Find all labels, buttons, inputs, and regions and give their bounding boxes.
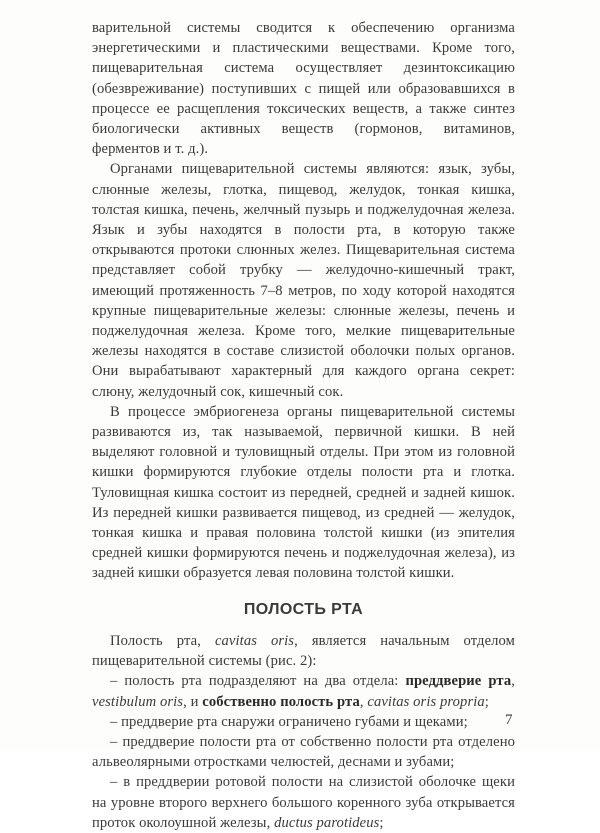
bold-term-proper-cavity: собственно полость рта <box>202 693 360 710</box>
list-item-text: , и <box>183 693 203 710</box>
oral-intro-text: Полость рта, <box>110 632 215 649</box>
list-item-text: – полость рта подразделяют на два отдела: <box>110 673 406 690</box>
list-item-divisions <box>92 671 515 711</box>
latin-term-ductus: ductus parotideus <box>274 814 380 831</box>
page-text <box>92 18 515 833</box>
page-number: 7 <box>505 712 513 728</box>
list-item-separation: – преддверие полости рта от собственно полости рта отделено альвеолярными отростками челюстей, деснами и зубами; <box>92 733 515 771</box>
list-item-text: ; <box>484 693 489 710</box>
oral-intro-text-end: , является начальным отделом пищеварительной системы (рис. 2): <box>92 632 515 670</box>
latin-term-cavitas-propria: cavitas oris propria <box>367 693 485 710</box>
intro-paragraph: варительной системы сводится к обеспечению организма энергетическими и пластическими веществами. Кроме того, пищеварительная система осуществляет дезинтоксикацию (обезвреживание) поступивших с пищей или образовавшихся в процессе ее расщепления токсических веществ, а также синтез биологически активных веществ (гормонов, витаминов, ферментов и т. д.). <box>92 20 515 158</box>
organs-paragraph: Органами пищеварительной системы являются: язык, зубы, слюнные железы, глотка, пищевод, желудок, тонкая кишка, толстая кишка, печень, желчный пузырь и поджелудочная железа. Язык и зубы находятся в полости рта, в которую также открываются протоки слюнных желез. Пищеварительная система представляет собой трубку — желудочно-кишечный тракт, имеющий протяженность 7–8 метров, по ходу которой находятся крупные пищеварительные железы: слюнные железы, печень и поджелудочная железа. Кроме того, мелкие пищеварительные железы находятся в составе слизистой оболочки полых органов. Они вырабатывают характерный для каждого органа секрет: слюну, желудочный сок, кишечный сок. <box>92 161 515 400</box>
bold-term-vestibule: преддверие рта <box>405 673 512 690</box>
latin-term: cavitas oris <box>214 632 295 649</box>
oral-cavity-intro <box>92 631 515 671</box>
list-item-text: ; <box>379 814 384 831</box>
section-heading: ПОЛОСТЬ РТА <box>243 600 364 618</box>
list-item-text: – в преддверии ротовой полости на слизистой оболочке щеки на уровне второго верхнего большого коренного зуба открывается проток околоушной железы, <box>92 774 515 831</box>
list-item-vestibule: – преддверие рта снаружи ограничено губами и щеками; <box>110 713 468 730</box>
embryogenesis-paragraph: В процессе эмбриогенеза органы пищеварительной системы развиваются из, так называемой, первичной кишки. В ней выделяют головной и туловищный отделы. При этом из головной кишки формируются глубокие отделы полости рта и глотка. Туловищная кишка состоит из передней, средней и задней кишок. Из передней кишки развивается пищевод, из средней — желудок, тонкая кишка и правая половина толстой кишки (из эпителия средней кишки формируются печень и поджелудочная железа), из задней кишки образуется левая половина толстой кишки. <box>92 403 515 582</box>
latin-term-vestibulum: vestibulum oris <box>92 693 184 710</box>
list-item-text: , <box>359 693 368 710</box>
list-item-text: , <box>511 673 515 690</box>
list-item-parotid-duct <box>92 772 515 833</box>
